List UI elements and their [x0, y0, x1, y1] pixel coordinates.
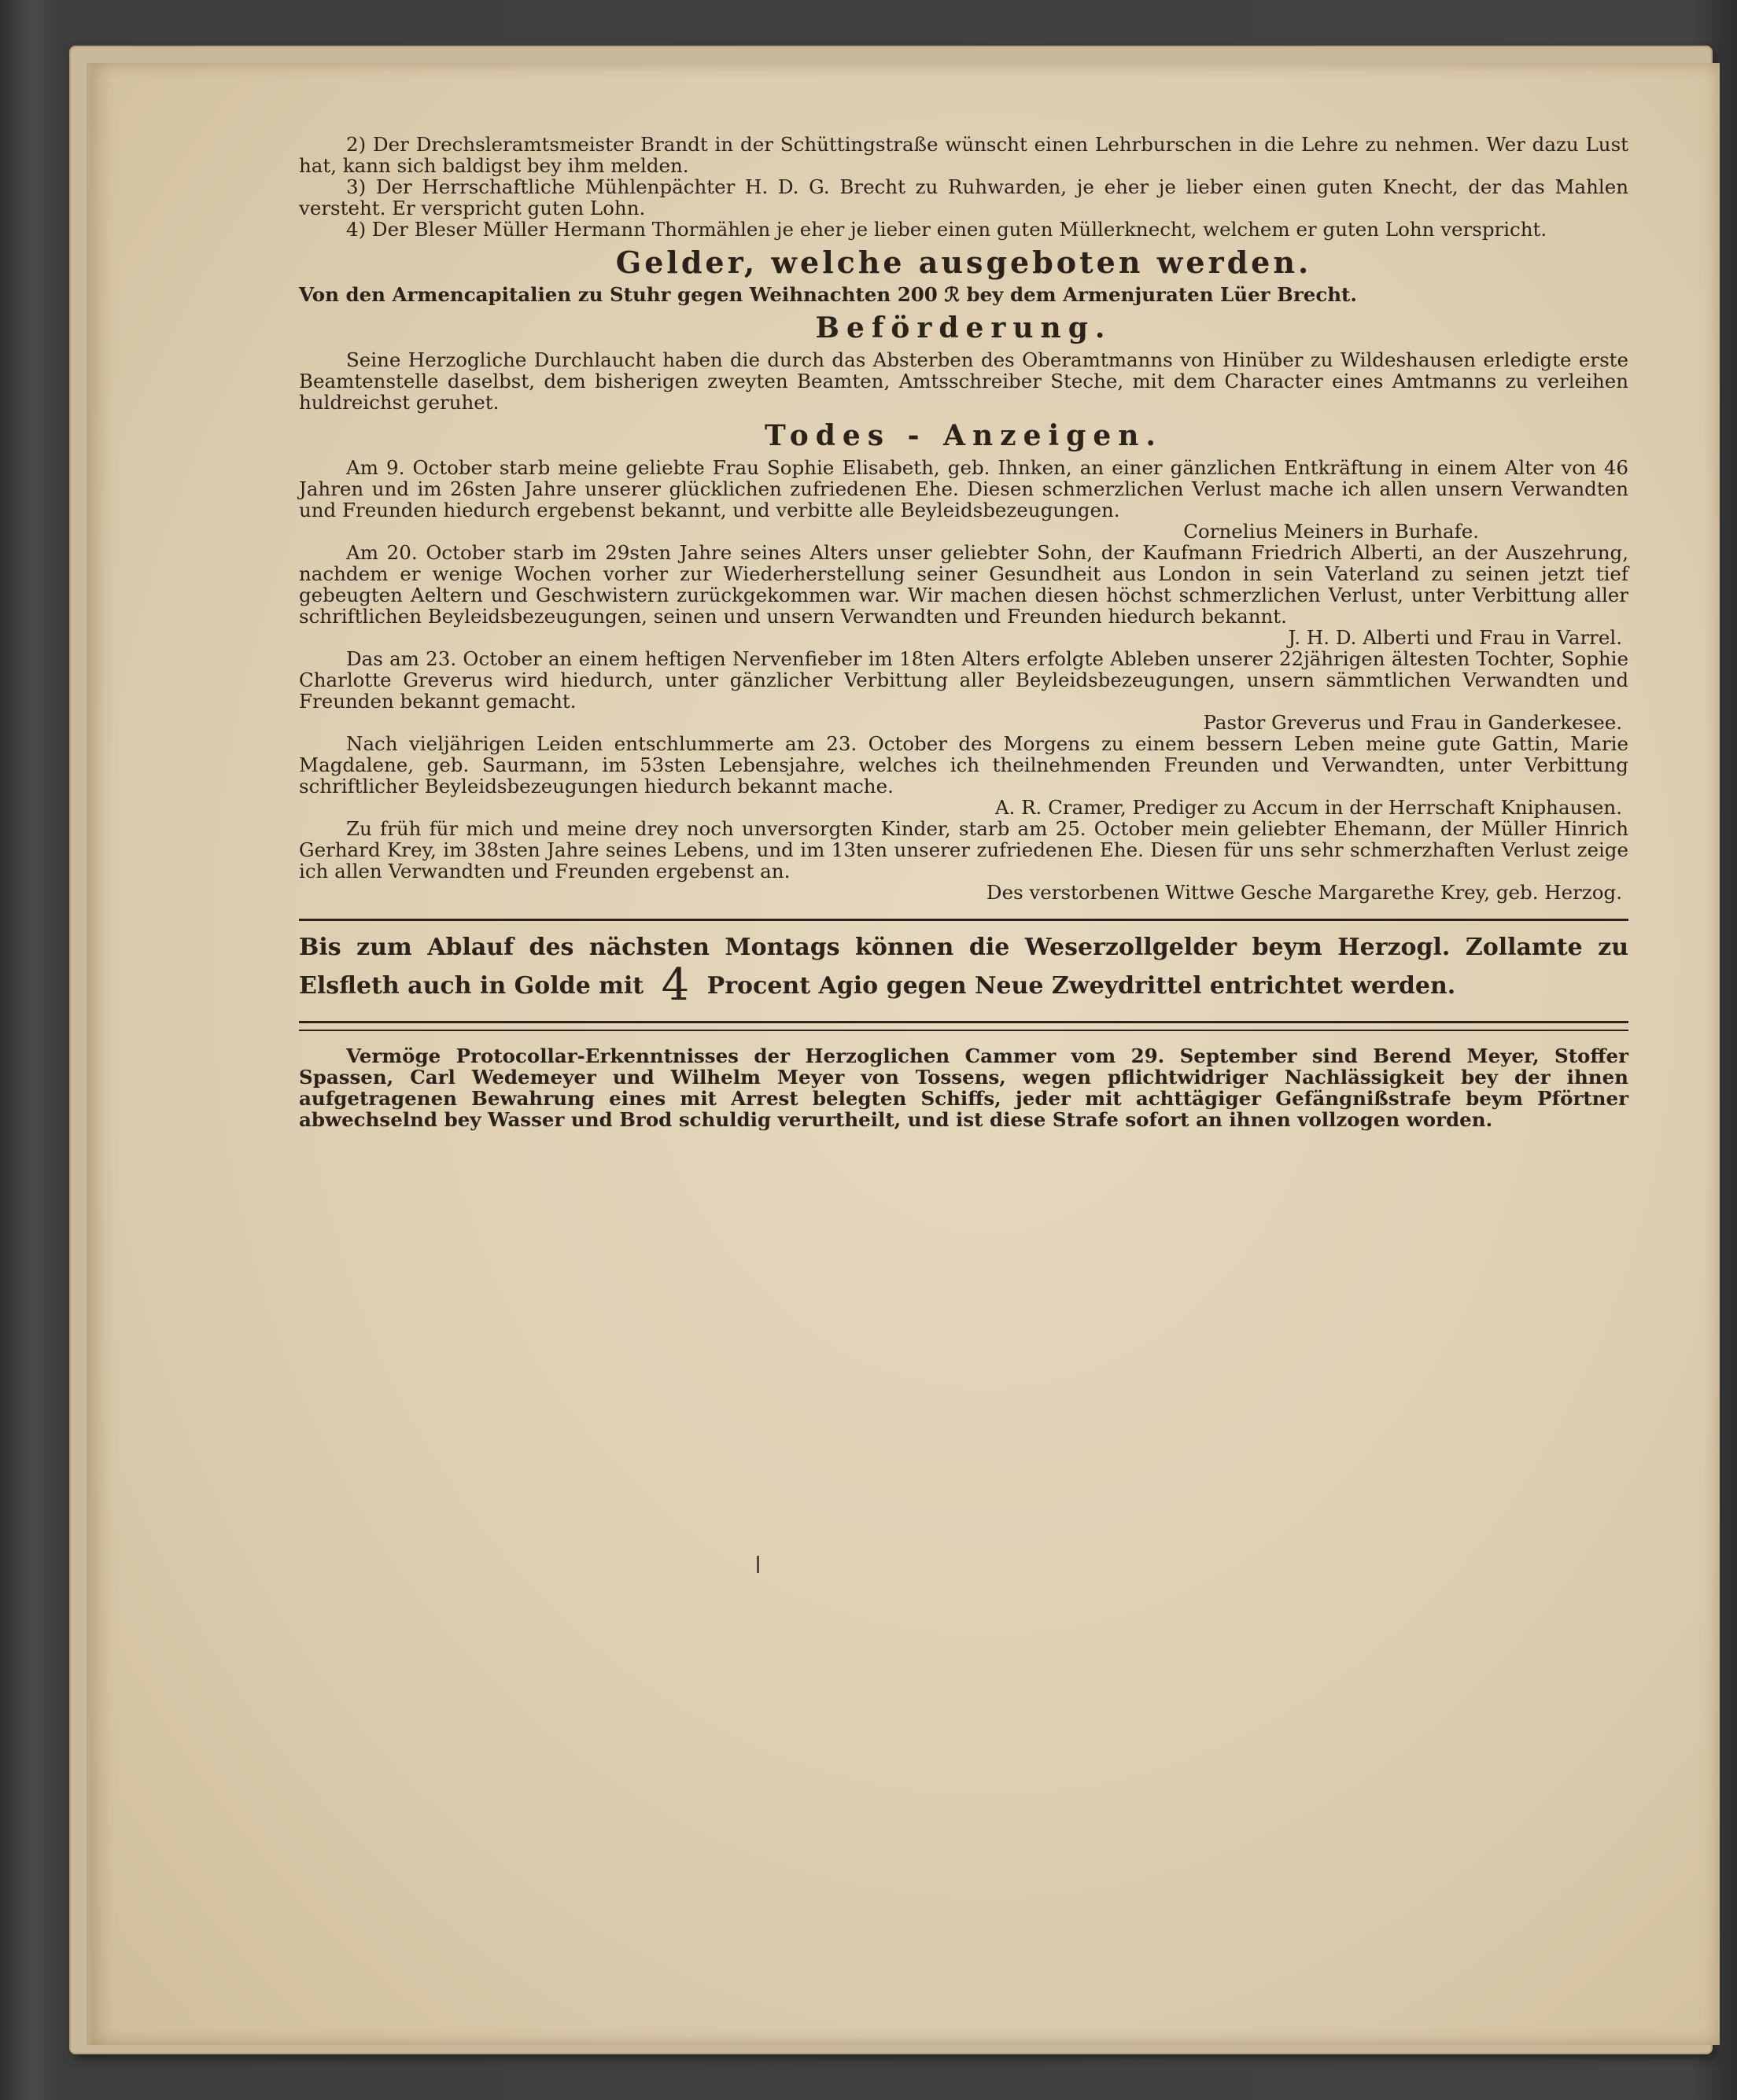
death-notice-text: Zu früh für mich und meine drey noch unversorgten Kinder, starb am 25. October mein geliebter Ehemann, der Müller Hinrich Gerhard Krey, im 38sten Jahre seines Lebens, und im 13ten unserer zufriedenen Ehe. Diesen für uns sehr schmerzhaften Verlust zeige ich allen Verwandten und Freunden ergebenst an.	[299, 817, 1628, 882]
death-notice-text: Das am 23. October an einem heftigen Nervenfieber im 18ten Alters erfolgte Ableben unserer 22jährigen ältesten Tochter, Sophie Charlotte Greverus wird hiedurch, unter gänzlicher Verbittung aller Beyleidsbezeugungen, unsern sämmtlichen Verwandten und Freunden bekannt gemacht.	[299, 647, 1628, 713]
job-ad-3: 3) Der Herrschaftliche Mühlenpächter H. D. G. Brecht zu Ruhwarden, je eher je lieber einen guten Knecht, der das Mahlen versteht. Er verspricht guten Lohn.	[299, 175, 1628, 219]
death-notice-signature: Cornelius Meiners in Burhafe.	[1183, 520, 1479, 543]
divider-rule	[299, 919, 1628, 921]
death-notice-text: Am 20. October starb im 29sten Jahre seines Alters unser geliebter Sohn, der Kaufmann Friedrich Alberti, an der Auszehrung, nachdem er wenige Wochen vorher zur Wiederherstellung seiner Gesundheit aus London in sein Vaterland zu seinen jetzt tief gebeugten Aeltern und Geschwistern zurückgekommen war. Wir machen diesen höchst schmerzlichen Verlust, unter Verbittung aller schriftlichen Beyleidsbezeugungen, seinen und unsern Verwandten und Freunden hiedurch bekannt.	[299, 541, 1628, 628]
death-notice-signature: Pastor Greverus und Frau in Ganderkesee.	[1203, 711, 1622, 734]
divider-rule-thin	[299, 1030, 1628, 1031]
ink-mark	[757, 1556, 759, 1573]
job-ad-4: 4) Der Bleser Müller Hermann Thormählen je eher je lieber einen guten Müllerknecht, welchem er guten Lohn verspricht.	[346, 218, 1547, 241]
death-notice-text: Am 9. October starb meine geliebte Frau Sophie Elisabeth, geb. Ihnken, an einer gänzlichen Entkräftung in einem Alter von 46 Jahren und im 26sten Jahre unserer glücklichen zufriedenen Ehe. Diesen schmerzlichen Verlust mache ich allen unsern Verwandten und Freunden hiedurch ergebenst bekannt, und verbitte alle Beyleidsbezeugungen.	[299, 456, 1628, 521]
death-notice-signature: Des verstorbenen Wittwe Gesche Margarethe Krey, geb. Herzog.	[986, 881, 1622, 904]
death-notice-signature: A. R. Cramer, Prediger zu Accum in der Herrschaft Kniphausen.	[994, 796, 1622, 819]
death-notice-signature: J. H. D. Alberti und Frau in Varrel.	[1288, 626, 1622, 649]
death-notice-text: Nach vieljährigen Leiden entschlummerte am 23. October des Morgens zu einem bessern Leben meine gute Gattin, Marie Magdalene, geb. Saurmann, im 53sten Lebensjahre, welches ich theilnehmenden Freunden und Verwandten, unter Verbittung schriftlicher Beyleidsbezeugungen hiedurch bekannt mache.	[299, 732, 1628, 798]
toll-notice-before: Bis zum Ablauf des nächsten Montags können die Weserzollgelder beym Herzogl. Zollamte zu Elsfleth auch in Golde mit	[299, 934, 1628, 1000]
job-ad-2: 2) Der Drechsleramtsmeister Brandt in der Schüttingstraße wünscht einen Lehrburschen in die Lehre zu nehmen. Wer dazu Lust hat, kann sich baldigst bey ihm melden.	[299, 133, 1628, 177]
money-text: Von den Armencapitalien zu Stuhr gegen Weihnachten 200 ℛ bey dem Armenjuraten Lüer Brecht.	[299, 283, 1357, 306]
divider-rule	[299, 1021, 1628, 1023]
page-content	[299, 134, 1628, 1130]
promotion-text: Seine Herzogliche Durchlaucht haben die durch das Absterben des Oberamtmanns von Hinüber zu Wildeshausen erledigte erste Beamtenstelle daselbst, dem bisherigen zweyten Beamten, Amtsschreiber Steche, mit dem Character eines Amtmanns zu verleihen huldreichst geruhet.	[299, 348, 1628, 414]
court-notice: Vermöge Protocollar-Erkenntnisses der Herzoglichen Cammer vom 29. September sind Berend Meyer, Stoffer Spassen, Carl Wedemeyer und Wilhelm Meyer von Tossens, wegen pflichtwidriger Nachlässigkeit bey der ihnen aufgetragenen Bewahrung eines mit Arrest belegten Schiffs, jeder mit achttägiger Gefängnißstrafe beym Pförtner abwechselnd bey Wasser und Brod schuldig verurtheilt, und ist diese Strafe sofort an ihnen vollzogen worden.	[299, 1044, 1628, 1131]
promotion-heading: Beförderung.	[815, 311, 1112, 344]
toll-notice-after: Procent Agio gegen Neue Zweydrittel entrichtet werden.	[706, 972, 1456, 1000]
money-heading: Gelder, welche ausgeboten werden.	[615, 245, 1312, 280]
toll-notice	[299, 929, 1628, 1011]
deaths-heading: Todes - Anzeigen.	[765, 419, 1163, 452]
toll-notice-number: 4	[661, 960, 690, 1011]
